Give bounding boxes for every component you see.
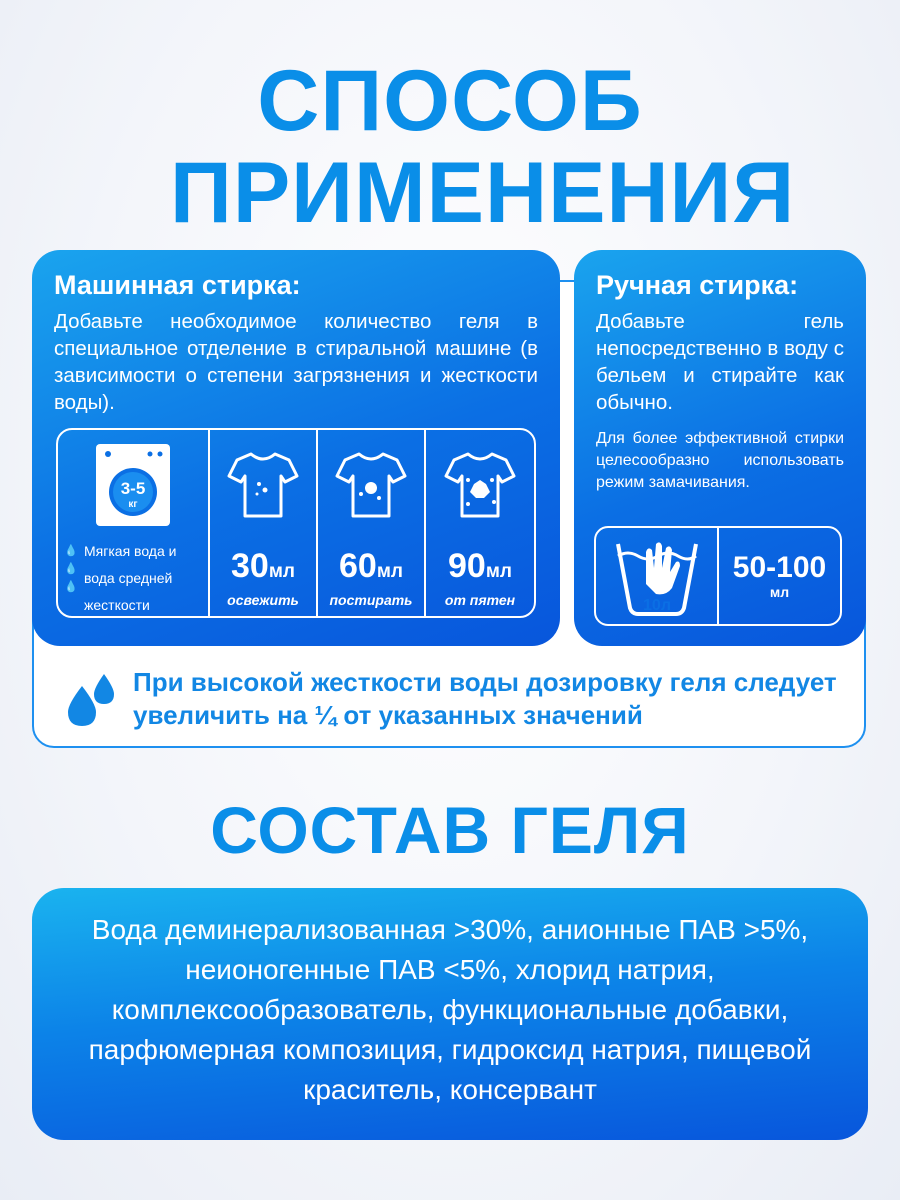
tshirt-cell-2 [318, 430, 426, 540]
composition-card [32, 888, 868, 1140]
dose-label: освежить [227, 592, 299, 608]
dose-amount: 90 [448, 547, 486, 585]
machine-wash-heading: Машинная стирка: [54, 270, 301, 300]
water-hardness-note [58, 540, 210, 616]
hand-dose-unit: мл [769, 584, 790, 600]
dose-table [56, 428, 536, 618]
hand-wash-text: Добавьте гель непосредственно в воду с бельем и стирайте как обычно. [596, 310, 844, 414]
dose-amount: 60 [339, 547, 377, 585]
hand-dose-value: 50-100 [732, 551, 827, 584]
dose-label: постирать [329, 592, 413, 608]
hand-dose-cell [719, 528, 840, 624]
dose-refresh [210, 540, 318, 616]
water-drops-icon [62, 672, 120, 730]
medium-water-drops-icon: 💧💧 [64, 563, 78, 593]
water-line-2: вода средней [84, 570, 173, 586]
tshirt-icon [227, 450, 299, 520]
dose-stains [426, 540, 534, 616]
dose-wash [318, 540, 426, 616]
usage-title [0, 55, 900, 239]
dose-unit: мл [268, 561, 295, 582]
tshirt-cell-3 [426, 430, 534, 540]
dose-unit: мл [376, 561, 403, 582]
washing-machine-icon [94, 442, 172, 528]
hardness-note: При высокой жесткости воды дозировку геля следует увеличить на ¼ от указанных значений [133, 667, 837, 730]
tshirt-cell-1 [210, 430, 318, 540]
load-unit: кг [128, 499, 138, 510]
dose-label: от пятен [444, 592, 516, 608]
washing-machine-cell [58, 430, 210, 540]
machine-wash-text: Добавьте необходимое количество геля в специальное отделение в стиральной машине (в зависимости о степени загрязнения и жесткости воды). [54, 310, 538, 414]
hand-dose-table [594, 526, 842, 626]
dose-amount: 30 [231, 547, 269, 585]
machine-wash-card [32, 250, 560, 646]
soft-water-drop-icon: 💧 [64, 545, 78, 557]
hand-wash-icon-cell [596, 528, 719, 624]
usage-title-text: СПОСОБ ПРИМЕНЕНИЯ [170, 53, 796, 241]
tshirt-splash-icon [444, 450, 516, 520]
composition-text: Вода деминерализованная >30%, анионные ПАВ >5%, неионогенные ПАВ <5%, хлорид натрия, комплексообразователь, функциональные добавки, парфюмерная композиция, гидроксид натрия, пищевой краситель, консервант [88, 914, 812, 1105]
water-volume: 10л [642, 597, 671, 614]
dose-unit: мл [485, 561, 512, 582]
hand-wash-icon [612, 534, 702, 618]
water-line-3: жесткости [84, 597, 150, 613]
tshirt-stain-icon [335, 450, 407, 520]
water-line-1: Мягкая вода и [84, 543, 177, 559]
load-value: 3-5 [120, 479, 146, 498]
hand-wash-note: Для более эффективной стирки целесообразно использовать режим замачивания. [596, 430, 844, 491]
hand-wash-heading: Ручная стирка: [596, 270, 799, 300]
hand-wash-card [574, 250, 866, 646]
composition-title: СОСТАВ ГЕЛЯ [210, 793, 690, 867]
